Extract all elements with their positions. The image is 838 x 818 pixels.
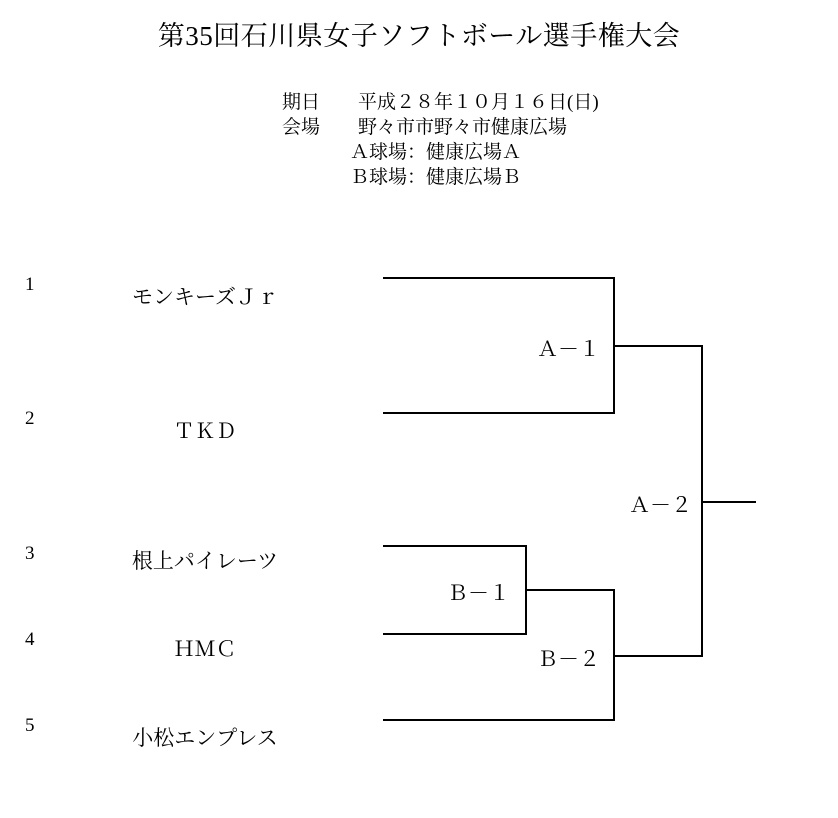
seed-number-4: 4 xyxy=(25,629,35,650)
field-b-row xyxy=(282,165,599,190)
bracket-line-team4 xyxy=(383,633,526,635)
event-date-row xyxy=(282,90,599,115)
match-label-b1: Ｂ－１ xyxy=(447,581,510,605)
bracket-line-team1 xyxy=(383,277,614,279)
event-venue-label: 会場 xyxy=(282,117,321,138)
seed-number-2: 2 xyxy=(25,408,35,429)
team-name-3: 根上パイレーツ xyxy=(131,549,279,573)
bracket-line-a1-advance xyxy=(613,345,702,347)
event-info xyxy=(282,90,599,190)
bracket-line-team2 xyxy=(383,412,614,414)
team-name-1: モンキーズＪｒ xyxy=(132,285,278,309)
bracket-line-champion xyxy=(701,501,756,503)
event-date-label: 期日 xyxy=(282,92,321,113)
match-label-a1: Ａ－１ xyxy=(537,337,600,361)
bracket-line-b2-advance xyxy=(613,655,702,657)
team-name-2: ＴＫＤ xyxy=(173,419,237,443)
field-a-value: Ａ球場：健康広場Ａ xyxy=(350,142,522,163)
page-title: 第35回石川県女子ソフトボール選手権大会 xyxy=(157,21,681,51)
team-name-5: 小松エンプレス xyxy=(132,726,278,750)
match-label-a2: Ａ－２ xyxy=(629,493,692,517)
bracket-line-b1-advance xyxy=(525,589,614,591)
seed-number-5: 5 xyxy=(25,715,35,736)
event-venue-value: 野々市市野々市健康広場 xyxy=(358,117,568,138)
event-date-value: 平成２８年１０月１６日(日) xyxy=(358,92,599,113)
event-venue-row xyxy=(282,115,599,140)
field-a-row xyxy=(282,140,599,165)
match-label-b2: Ｂ－２ xyxy=(537,647,600,671)
bracket-line-team5 xyxy=(383,719,614,721)
bracket-line-team3 xyxy=(383,545,526,547)
seed-number-1: 1 xyxy=(25,274,35,295)
team-name-4: ＨＭＣ xyxy=(173,637,237,661)
field-b-value: Ｂ球場：健康広場Ｂ xyxy=(350,167,522,188)
seed-number-3: 3 xyxy=(25,543,35,564)
